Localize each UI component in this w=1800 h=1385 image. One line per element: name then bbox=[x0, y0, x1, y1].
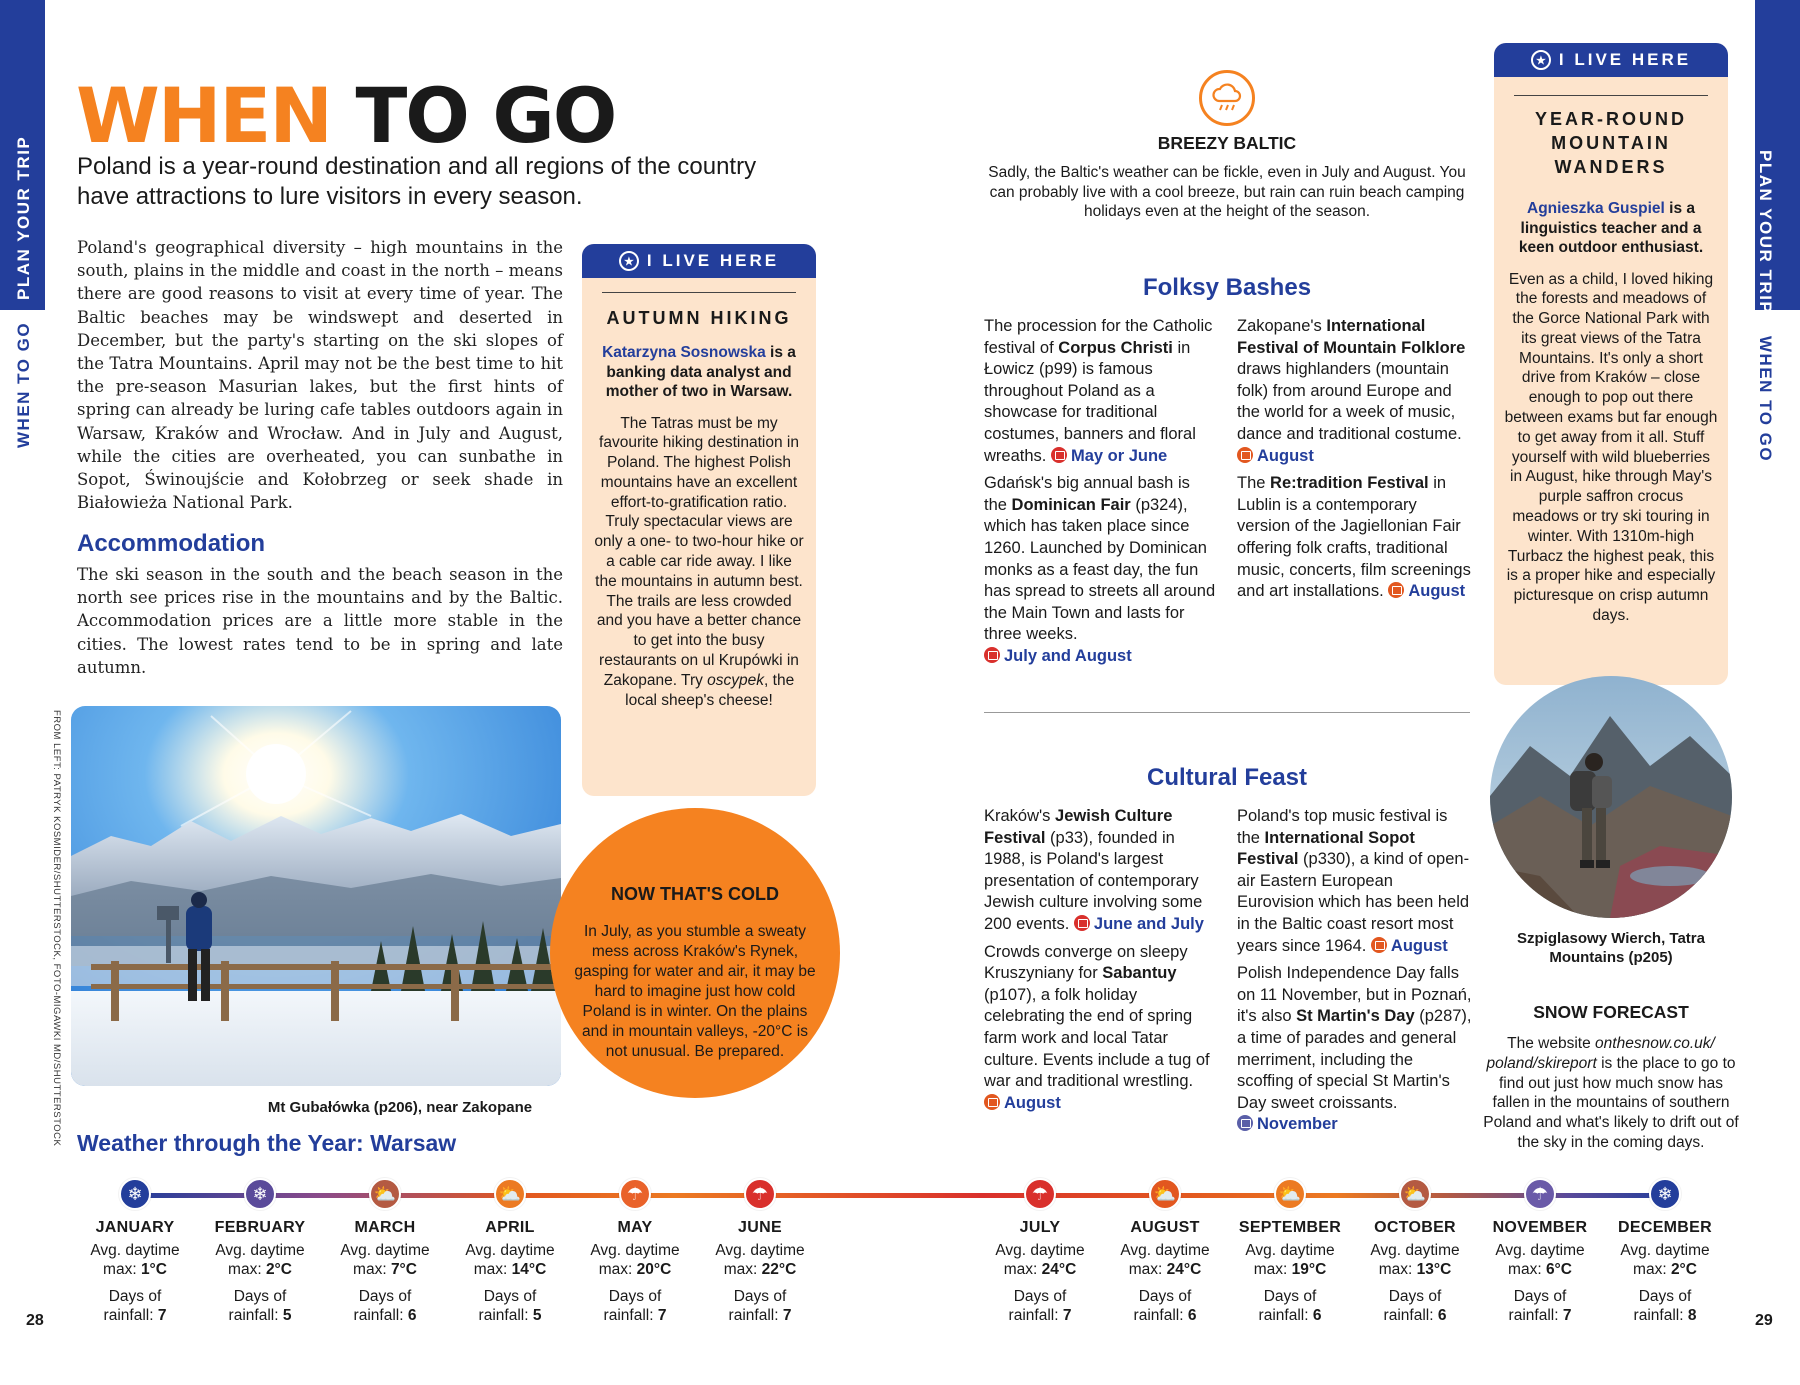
section-divider bbox=[984, 712, 1470, 713]
max-line bbox=[1360, 1260, 1470, 1279]
calendar-icon bbox=[1388, 582, 1404, 598]
cultural-heading: Cultural Feast bbox=[1146, 764, 1308, 791]
live-here-label: I LIVE HERE bbox=[1558, 50, 1692, 69]
snowflake-icon: ❄ bbox=[244, 1178, 276, 1210]
max-line bbox=[330, 1260, 440, 1279]
rain-label: Days of bbox=[1388, 1288, 1442, 1305]
max-label: Avg. daytime bbox=[1620, 1242, 1710, 1259]
live-here-box-autumn-hiking bbox=[582, 244, 816, 796]
max-prefix: max: bbox=[723, 1261, 762, 1278]
event-name: Sabantuy bbox=[1102, 964, 1177, 983]
rain-label: Days of bbox=[1138, 1288, 1192, 1305]
rain-line bbox=[330, 1306, 440, 1325]
rain-prefix: rainfall: bbox=[1508, 1307, 1563, 1324]
max-temp: 2°C bbox=[265, 1261, 292, 1278]
side-tab-right-label: PLAN YOUR TRIP bbox=[1756, 150, 1775, 315]
text: Polish Independence Day falls on 11 November, but in Poznań, it's also bbox=[1237, 964, 1472, 1026]
max-temp: 14°C bbox=[511, 1261, 547, 1278]
rain-prefix: rainfall: bbox=[353, 1307, 408, 1324]
rain-days: 6 bbox=[1312, 1307, 1322, 1324]
cloud-sun-icon: ⛅ bbox=[1399, 1178, 1431, 1210]
event-date: June and July bbox=[1093, 914, 1204, 933]
max-label: Avg. daytime bbox=[1370, 1242, 1460, 1259]
rain-prefix: rainfall: bbox=[478, 1307, 533, 1324]
rain-label: Days of bbox=[1013, 1288, 1067, 1305]
weather-month-october bbox=[1360, 1178, 1470, 1325]
max-line bbox=[1110, 1260, 1220, 1279]
baltic-title: BREEZY BALTIC bbox=[1157, 133, 1297, 153]
rain-days: 7 bbox=[657, 1307, 667, 1324]
event-date: July and August bbox=[1004, 646, 1132, 665]
folksy-corpus-christi bbox=[984, 316, 1216, 467]
event-date: November bbox=[1257, 1115, 1338, 1134]
event-name: Jewish Culture Festival bbox=[984, 807, 1173, 847]
event-name: Corpus Christi bbox=[1058, 338, 1173, 357]
rain-label: Days of bbox=[608, 1288, 662, 1305]
event-date: August bbox=[1257, 446, 1314, 465]
text: (p287), a time of parades and general merriment, including the scoffing of special St Martin's Day sweet croissants. bbox=[1237, 1007, 1472, 1112]
max-label: Avg. daytime bbox=[465, 1242, 555, 1259]
rain-prefix: rainfall: bbox=[1008, 1307, 1063, 1324]
rain-days: 6 bbox=[1437, 1307, 1447, 1324]
max-line bbox=[1485, 1260, 1595, 1279]
max-line bbox=[705, 1260, 815, 1279]
text: in Łowicz (p99) is famous throughout Poland as a showcase for traditional costumes, banners and floral wreaths. bbox=[984, 338, 1196, 465]
cold-title: NOW THAT'S COLD bbox=[611, 884, 779, 904]
snow-website: onthesnow.co.uk/ poland/skireport bbox=[1486, 1035, 1715, 1072]
photo-credit: FROM LEFT: PATRYK KOSMIDER/SHUTTERSTOCK, FOTO-MIGAWKI MD/SHUTTERSTOCK bbox=[51, 710, 62, 1147]
live-here-intro bbox=[1506, 199, 1716, 258]
weather-month-april bbox=[455, 1178, 565, 1325]
event-name: International Sopot Festival bbox=[1237, 828, 1415, 869]
max-temp: 24°C bbox=[1166, 1261, 1202, 1278]
month-name: APRIL bbox=[485, 1219, 535, 1236]
max-label: Avg. daytime bbox=[1120, 1242, 1210, 1259]
weather-heading: Weather through the Year: Warsaw bbox=[77, 1130, 457, 1156]
max-temp: 1°C bbox=[140, 1261, 167, 1278]
text: Poland's top music festival is the bbox=[1237, 807, 1448, 847]
text: (p107), a folk holiday celebrating the end of spring farm work and local Tatar culture. Events include a tug of war and traditional wrestling. bbox=[984, 985, 1210, 1091]
rain-prefix: rainfall: bbox=[1633, 1307, 1688, 1324]
weather-month-september bbox=[1235, 1178, 1345, 1325]
rain-days: 7 bbox=[782, 1307, 792, 1324]
cloud-sun-icon: ⛅ bbox=[369, 1178, 401, 1210]
max-prefix: max: bbox=[473, 1261, 512, 1278]
max-label: Avg. daytime bbox=[1495, 1242, 1585, 1259]
rain-prefix: rainfall: bbox=[1258, 1307, 1313, 1324]
live-here-badge bbox=[1494, 43, 1728, 77]
month-name: JANUARY bbox=[95, 1219, 175, 1236]
month-name: MAY bbox=[617, 1219, 653, 1236]
rain-label: Days of bbox=[358, 1288, 412, 1305]
cultural-col-left bbox=[984, 806, 1216, 1114]
rain-days: 5 bbox=[282, 1307, 292, 1324]
rain-line bbox=[1235, 1306, 1345, 1325]
cloud-sun-icon: ⛅ bbox=[1274, 1178, 1306, 1210]
rain-days: 7 bbox=[157, 1307, 167, 1324]
rain-cloud-icon: ☂ bbox=[619, 1178, 651, 1210]
text: Zakopane's bbox=[1237, 317, 1327, 335]
live-here-title: AUTUMN HIKING bbox=[606, 308, 792, 328]
text: Gdańsk's big annual bash is the bbox=[984, 474, 1190, 514]
rain-label: Days of bbox=[1638, 1288, 1692, 1305]
text: (p324), which has taken place since 1260. Launched by Dominican monks as a feast day, the fun has spread to streets all around the Main Town and lasts for three weeks. bbox=[984, 495, 1216, 644]
max-prefix: max: bbox=[228, 1261, 266, 1278]
max-prefix: max: bbox=[353, 1261, 391, 1278]
accommodation-heading: Accommodation bbox=[77, 530, 266, 557]
max-temp: 2°C bbox=[1670, 1261, 1697, 1278]
live-here-intro bbox=[596, 343, 802, 402]
max-prefix: max: bbox=[598, 1261, 637, 1278]
event-date: August bbox=[1390, 936, 1448, 955]
max-temp: 7°C bbox=[390, 1261, 417, 1278]
person-name: Katarzyna Sosnowska bbox=[602, 344, 766, 361]
rain-cloud-icon: ☂ bbox=[744, 1178, 776, 1210]
text: Kraków's bbox=[984, 807, 1056, 825]
max-prefix: max: bbox=[1003, 1261, 1042, 1278]
star-badge-icon: ★ bbox=[619, 251, 639, 271]
side-tab-right-section: WHEN TO GO bbox=[1756, 336, 1775, 463]
max-label: Avg. daytime bbox=[215, 1242, 305, 1259]
month-name: JULY bbox=[1019, 1219, 1061, 1236]
max-line bbox=[205, 1260, 315, 1279]
rain-cloud-icon: ☂ bbox=[1024, 1178, 1056, 1210]
person-desc: is a banking data analyst and mother of two in Warsaw. bbox=[605, 344, 796, 400]
rain-label: Days of bbox=[1513, 1288, 1567, 1305]
month-name: MARCH bbox=[354, 1219, 416, 1236]
max-prefix: max: bbox=[103, 1261, 141, 1278]
snowflake-icon: ❄ bbox=[119, 1178, 151, 1210]
rain-label: Days of bbox=[108, 1288, 162, 1305]
max-prefix: max: bbox=[1508, 1261, 1546, 1278]
divider bbox=[602, 292, 796, 293]
live-text-italic: oscypek bbox=[707, 671, 765, 689]
snow-text bbox=[1483, 1034, 1739, 1153]
live-text-a: The Tatras must be my favourite hiking destination in Poland. The highest Polish mountains have an excellent effort-to-gratification ratio. Truly spectacular views are only a one- to two-hour hike or a cable car ride away. I like the mountains in autumn best. The trails are less crowded and you have a better chance to get into the busy restaurants on ul Krupówki in Zakopane. Try bbox=[594, 414, 804, 689]
max-line bbox=[985, 1260, 1095, 1279]
max-label: Avg. daytime bbox=[90, 1242, 180, 1259]
max-prefix: max: bbox=[1253, 1261, 1292, 1278]
title-word-when: WHEN bbox=[76, 71, 331, 160]
rain-cloud-icon bbox=[1199, 70, 1255, 126]
live-here-badge bbox=[582, 244, 816, 278]
title-word-to-go: TO GO bbox=[355, 71, 616, 160]
max-label: Avg. daytime bbox=[1245, 1242, 1335, 1259]
text: (p330), a kind of open-air Eastern European Eurovision which has been held in the Baltic coast resort most years since 1964. bbox=[1237, 850, 1470, 955]
rain-label: Days of bbox=[1263, 1288, 1317, 1305]
folksy-mountain-folklore bbox=[1237, 316, 1473, 467]
rain-line bbox=[205, 1306, 315, 1325]
cultural-sopot-festival bbox=[1237, 806, 1473, 957]
cultural-jewish-festival bbox=[984, 806, 1216, 936]
max-line bbox=[1235, 1260, 1345, 1279]
month-name: OCTOBER bbox=[1374, 1219, 1456, 1236]
rain-label: Days of bbox=[233, 1288, 287, 1305]
max-temp: 6°C bbox=[1545, 1261, 1572, 1278]
max-prefix: max: bbox=[1128, 1261, 1167, 1278]
szpiglasowy-wierch-photo bbox=[1490, 676, 1732, 918]
max-temp: 20°C bbox=[636, 1261, 672, 1278]
snow-title: SNOW FORECAST bbox=[1533, 1002, 1689, 1022]
calendar-icon bbox=[984, 647, 1000, 663]
left-photo-caption: Mt Gubałówka (p206), near Zakopane bbox=[267, 1099, 533, 1116]
calendar-icon bbox=[1074, 915, 1090, 931]
event-name: Re:tradition Festival bbox=[1270, 474, 1429, 493]
weather-month-february bbox=[205, 1178, 315, 1325]
calendar-icon bbox=[1371, 937, 1387, 953]
calendar-icon bbox=[1237, 447, 1253, 463]
weather-month-january bbox=[80, 1178, 190, 1325]
weather-month-november bbox=[1485, 1178, 1595, 1325]
rain-days: 7 bbox=[1062, 1307, 1072, 1324]
rain-days: 8 bbox=[1687, 1307, 1697, 1324]
rain-days: 6 bbox=[1187, 1307, 1197, 1324]
rain-line bbox=[1360, 1306, 1470, 1325]
live-here-label: I LIVE HERE bbox=[646, 251, 780, 270]
snow-text-b: is the place to go to find out just how much snow has fallen in the mountains of southern Poland and what's likely to drift out of the sky in the coming days. bbox=[1483, 1054, 1739, 1151]
side-tab-left-label: PLAN YOUR TRIP bbox=[14, 135, 33, 300]
rain-line bbox=[985, 1306, 1095, 1325]
snow-text-a: The website bbox=[1507, 1035, 1596, 1052]
month-name: SEPTEMBER bbox=[1238, 1219, 1342, 1236]
person-desc: is a linguistics teacher and a keen outdoor enthusiast. bbox=[1518, 200, 1704, 256]
body-paragraph: Poland's geographical diversity – high mountains in the south, plains in the middle and coast in the north – means there are good reasons to visit at every time of year. The Baltic beaches may be windswept and deserted in December, but the party's starting on the ski slopes of the Tatra Mountains. April may not be the best time to hit the pre-season Masurian lakes, but the first hints of spring can already be luring cafe tables outdoors again in Warsaw, Kraków and Wrocław. And in July and August, while the cities are overheated, you can sunbathe in Sopot, Świnoujście and Kołobrzeg or seek shade in Białowieża National Park. bbox=[77, 238, 563, 513]
now-thats-cold-circle bbox=[550, 808, 840, 1098]
rain-line bbox=[1485, 1306, 1595, 1325]
calendar-icon bbox=[1051, 447, 1067, 463]
rain-days: 7 bbox=[1562, 1307, 1572, 1324]
rain-cloud-icon: ☂ bbox=[1524, 1178, 1556, 1210]
weather-month-december bbox=[1610, 1178, 1720, 1325]
text: The bbox=[1237, 474, 1271, 493]
intro-text: Poland is a year-round destination and all regions of the country have attractions to lure visitors in every season. bbox=[77, 153, 757, 210]
star-badge-icon: ★ bbox=[1531, 50, 1551, 70]
cold-text: In July, as you stumble a sweaty mess across Kraków's Rynek, gasping for water and air, it may be hard to imagine just how cold Poland is in winter. On the plains and in mountain valleys, -20°C is not unusual. Be prepared. bbox=[574, 923, 816, 1060]
weather-month-august bbox=[1110, 1178, 1220, 1325]
folksy-col-left bbox=[984, 316, 1216, 668]
folksy-col-right bbox=[1237, 316, 1473, 603]
side-tab-left-section: WHEN TO GO bbox=[14, 321, 33, 448]
text: (p33), founded in 1988, is Poland's largest presentation of contemporary Jewish culture involving some 200 events. bbox=[984, 828, 1203, 933]
rain-prefix: rainfall: bbox=[103, 1307, 158, 1324]
max-line bbox=[455, 1260, 565, 1279]
event-name: International Festival of Mountain Folklore bbox=[1237, 317, 1466, 357]
month-name: DECEMBER bbox=[1618, 1219, 1712, 1236]
max-label: Avg. daytime bbox=[340, 1242, 430, 1259]
cultural-col-right bbox=[1237, 806, 1473, 1136]
rain-label: Days of bbox=[483, 1288, 537, 1305]
month-name: FEBRUARY bbox=[214, 1219, 306, 1236]
right-photo-caption: Szpiglasowy Wierch, Tatra Mountains (p205) bbox=[1517, 930, 1705, 966]
weather-month-july bbox=[985, 1178, 1095, 1325]
cloud-sun-icon: ⛅ bbox=[1149, 1178, 1181, 1210]
rain-prefix: rainfall: bbox=[228, 1307, 283, 1324]
weather-month-june bbox=[705, 1178, 815, 1325]
folksy-retradition bbox=[1237, 473, 1473, 603]
baltic-text: Sadly, the Baltic's weather can be fickle, even in July and August. You can probably live with a cool breeze, but rain can ruin beach camping holidays even at the height of the season. bbox=[988, 164, 1466, 220]
event-date: August bbox=[1408, 582, 1466, 601]
rain-line bbox=[455, 1306, 565, 1325]
max-label: Avg. daytime bbox=[995, 1242, 1085, 1259]
live-here-text bbox=[594, 414, 804, 711]
max-prefix: max: bbox=[1633, 1261, 1671, 1278]
live-here-box-mountain-wanders bbox=[1494, 43, 1728, 685]
max-line bbox=[80, 1260, 190, 1279]
rain-line bbox=[1610, 1306, 1720, 1325]
text: Crowds converge on sleepy Kruszyniany for bbox=[984, 942, 1188, 983]
max-temp: 22°C bbox=[761, 1261, 797, 1278]
rain-line bbox=[80, 1306, 190, 1325]
rain-line bbox=[1110, 1306, 1220, 1325]
calendar-icon bbox=[1237, 1115, 1253, 1131]
weather-month-march bbox=[330, 1178, 440, 1325]
snowflake-icon: ❄ bbox=[1649, 1178, 1681, 1210]
live-here-text: Even as a child, I loved hiking the forests and meadows of the Gorce National Park with its great views of the Tatra Mountains. It's only a short drive from Kraków – close enough to pop out there between exams but far enough to get away from it all. Stuff yourself with wild blueberries in August, hike through May's purple saffron crocus meadows or try ski touring in winter. With 1310m-high Turbacz the highest peak, this is a proper hike and especially picturesque on crisp autumn days. bbox=[1504, 270, 1718, 625]
max-prefix: max: bbox=[1378, 1261, 1417, 1278]
event-name: St Martin's Day bbox=[1296, 1007, 1415, 1026]
rain-prefix: rainfall: bbox=[728, 1307, 783, 1324]
rain-label: Days of bbox=[733, 1288, 787, 1305]
rain-prefix: rainfall: bbox=[1383, 1307, 1438, 1324]
max-temp: 24°C bbox=[1041, 1261, 1077, 1278]
max-label: Avg. daytime bbox=[590, 1242, 680, 1259]
page-number-left: 28 bbox=[26, 1312, 44, 1329]
max-temp: 13°C bbox=[1416, 1261, 1452, 1278]
cultural-st-martins bbox=[1237, 963, 1473, 1136]
max-line bbox=[1610, 1260, 1720, 1279]
month-name: AUGUST bbox=[1130, 1219, 1200, 1236]
rain-prefix: rainfall: bbox=[603, 1307, 658, 1324]
rain-days: 5 bbox=[532, 1307, 542, 1324]
rain-line bbox=[705, 1306, 815, 1325]
cultural-sabantuy bbox=[984, 942, 1216, 1115]
event-name: Dominican Fair bbox=[1011, 495, 1131, 514]
page-title bbox=[76, 71, 616, 160]
text: The procession for the Catholic festival of bbox=[984, 317, 1213, 357]
person-name: Agnieszka Guspiel bbox=[1527, 200, 1665, 217]
cloud-sun-icon: ⛅ bbox=[494, 1178, 526, 1210]
mt-gubalowka-photo bbox=[71, 706, 561, 1086]
rain-prefix: rainfall: bbox=[1133, 1307, 1188, 1324]
folksy-dominican-fair bbox=[984, 473, 1216, 667]
month-name: NOVEMBER bbox=[1492, 1219, 1588, 1236]
text: draws highlanders (mountain folk) from around Europe and the world for a week of music, dance and traditional costume. bbox=[1237, 360, 1462, 443]
text: in Lublin is a contemporary version of the Jagiellonian Fair offering folk crafts, traditional music, concerts, film screenings and art installations. bbox=[1237, 474, 1471, 601]
max-temp: 19°C bbox=[1291, 1261, 1327, 1278]
calendar-icon bbox=[984, 1094, 1000, 1110]
month-name: JUNE bbox=[738, 1219, 782, 1236]
divider bbox=[1514, 95, 1708, 96]
live-here-title: YEAR-ROUND MOUNTAIN WANDERS bbox=[1534, 109, 1687, 177]
max-line bbox=[580, 1260, 690, 1279]
event-date: August bbox=[1004, 1093, 1061, 1112]
rain-days: 6 bbox=[407, 1307, 417, 1324]
page-number-right: 29 bbox=[1755, 1312, 1773, 1329]
rain-line bbox=[580, 1306, 690, 1325]
accommodation-text: The ski season in the south and the beach season in the north see prices rise in the mountains and by the Baltic. Accommodation prices are a little more stable in the cities. The lowest rates tend to be in spring and late autumn. bbox=[77, 565, 563, 677]
live-text-b: , the local sheep's cheese! bbox=[625, 671, 795, 709]
event-date: May or June bbox=[1070, 446, 1168, 465]
weather-month-may bbox=[580, 1178, 690, 1325]
folksy-heading: Folksy Bashes bbox=[1142, 274, 1312, 301]
max-label: Avg. daytime bbox=[715, 1242, 805, 1259]
